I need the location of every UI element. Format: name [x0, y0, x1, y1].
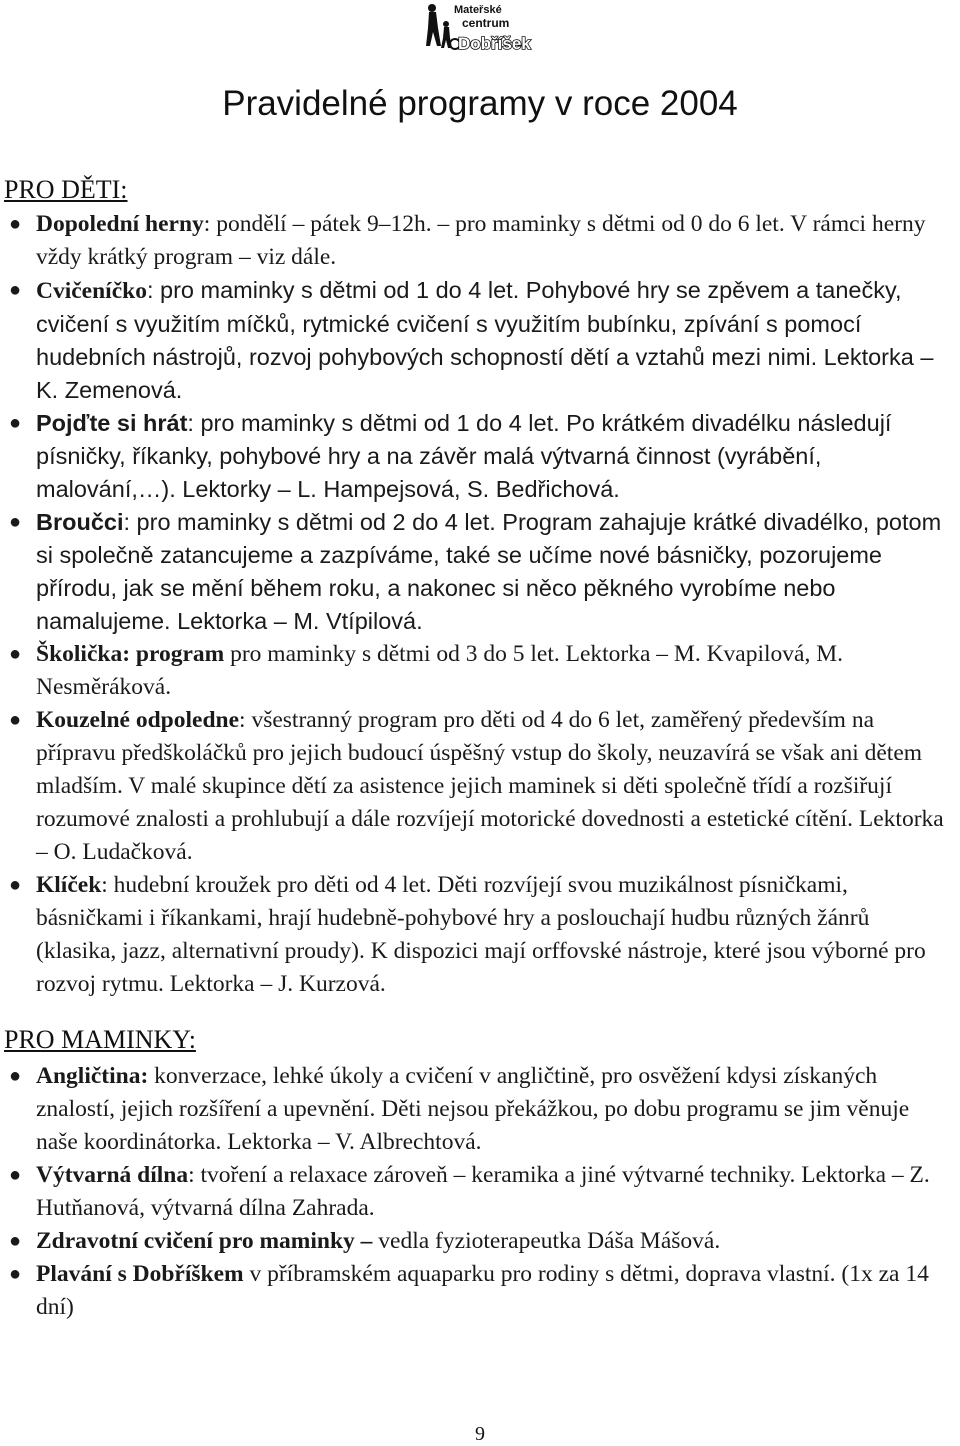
program-description: pro maminky s dětmi od 3 do 5 let. Lektorka – M. Kvapilová, M. Nesměráková. [36, 641, 843, 700]
program-item [0, 638, 955, 704]
program-item [0, 1159, 955, 1225]
bullet-icon: ● [9, 412, 22, 434]
program-description: konverzace, lehké úkoly a cvičení v angličtině, pro osvěžení kdysi získaných znalostí, jejich rozšíření a upevnění. Děti nejsou překážkou, po dobu programu se jim věnuje naše koordinátorka. Lektorka – V. Albrechtová. [36, 1063, 910, 1155]
program-item [0, 506, 955, 638]
bullet-icon: ● [9, 643, 22, 665]
bullet-icon: ● [9, 511, 22, 533]
bullet-icon: ● [9, 279, 22, 301]
bullet-icon: ● [9, 1263, 22, 1285]
program-description: v příbramském aquaparku pro rodiny s dětmi, doprava vlastní. (1x za 14 dní) [36, 1261, 929, 1320]
program-name: Broučci [36, 509, 124, 535]
program-description: : pro maminky s dětmi od 1 do 4 let. Pohybové hry se zpěvem a tanečky, cvičení s využitím míčků, rytmické cvičení s využitím bubínku, zpívání s pomocí hudebních nástrojů, rozvoj pohybových schopností dětí a vztahů mezi nimi. Lektorka – K. Zemenová. [36, 277, 934, 403]
logo-line2: centrum [462, 16, 510, 30]
program-item [0, 1258, 955, 1324]
bullet-icon: ● [9, 874, 22, 896]
program-name: Plavání s Dobříškem [36, 1261, 244, 1287]
logo-materske-centrum-dobrisek [420, 2, 546, 52]
section-heading-children: PRO DĚTI: [4, 175, 128, 204]
program-name: Kouzelné odpoledne [36, 707, 240, 733]
program-name: Cvičeníčko [36, 278, 147, 304]
program-item [0, 1060, 955, 1159]
program-name: Pojďte si hrát [36, 410, 188, 436]
program-name: Školička: program [36, 641, 225, 667]
bullet-icon: ● [9, 1065, 22, 1087]
program-description: : všestranný program pro děti od 4 do 6 let, zaměřený především na přípravu předškoláčků pro jejich budoucí úspěšný vstup do školy, neuzavírá se však ani dětem mladším. V malé skupince dětí za asistence jejich maminek si děti společně třídí a rozšiřují rozumové znalosti a prohlubují a dále rozvíjejí motorické dovednosti a estetické cítění. Lektorka – O. Ludačková. [36, 707, 944, 865]
program-name: Angličtina: [36, 1063, 149, 1089]
program-item [0, 704, 955, 869]
program-item [0, 407, 955, 506]
bullet-icon: ● [9, 709, 22, 731]
program-name: Dopolední herny [36, 211, 204, 237]
program-item [0, 274, 955, 407]
bullet-icon: ● [9, 213, 22, 235]
section-heading-mothers: PRO MAMINKY: [4, 1025, 196, 1054]
logo-line3: Dobříšek [458, 34, 531, 52]
program-list-children [0, 208, 955, 1001]
program-description: : pondělí – pátek 9–12h. – pro maminky s dětmi od 0 do 6 let. V rámci herny vždy krátký program – viz dále. [36, 211, 926, 270]
program-item [0, 208, 955, 274]
logo-line1: Mateřské [454, 4, 502, 16]
page-number: 9 [475, 1423, 485, 1445]
program-name: Výtvarná dílna [36, 1162, 189, 1188]
page-title: Pravidelné programy v roce 2004 [222, 84, 738, 123]
program-item [0, 1225, 955, 1258]
program-description: vedla fyzioterapeutka Dáša Mášová. [372, 1228, 721, 1254]
program-item [0, 869, 955, 1001]
program-description: : hudební kroužek pro děti od 4 let. Děti rozvíjejí svou muzikálnost písničkami, básničkami i říkankami, hrají hudebně-pohybové hry a poslouchají hudbu různých žánrů (klasika, jazz, alternativní proudy). K dispozici mají orffovské nástroje, které jsou výborné pro rozvoj rytmu. Lektorka – J. Kurzová. [36, 872, 926, 997]
program-list-mothers [0, 1060, 955, 1324]
bullet-icon: ● [9, 1164, 22, 1186]
program-description: : pro maminky s dětmi od 2 do 4 let. Program zahajuje krátké divadélko, potom si společně zatancujeme a zazpíváme, také se učíme nové básničky, pozorujeme přírodu, jak se mění během roku, a nakonec si něco pěkného vyrobíme nebo namalujeme. Lektorka – M. Vtípilová. [36, 509, 942, 634]
program-description: : pro maminky s dětmi od 1 do 4 let. Po krátkém divadélku následují písničky, říkanky, pohybové hry a na závěr malá výtvarná činnost (vyrábění, malování,…). Lektorky – L. Hampejsová, S. Bedřichová. [36, 410, 892, 502]
program-description: : tvoření a relaxace zároveň – keramika a jiné výtvarné techniky. Lektorka – Z. Hutňanová, výtvarná dílna Zahrada. [36, 1162, 930, 1221]
bullet-icon: ● [9, 1230, 22, 1252]
program-name: Klíček [36, 872, 102, 898]
program-name: Zdravotní cvičení pro maminky – [36, 1228, 373, 1254]
